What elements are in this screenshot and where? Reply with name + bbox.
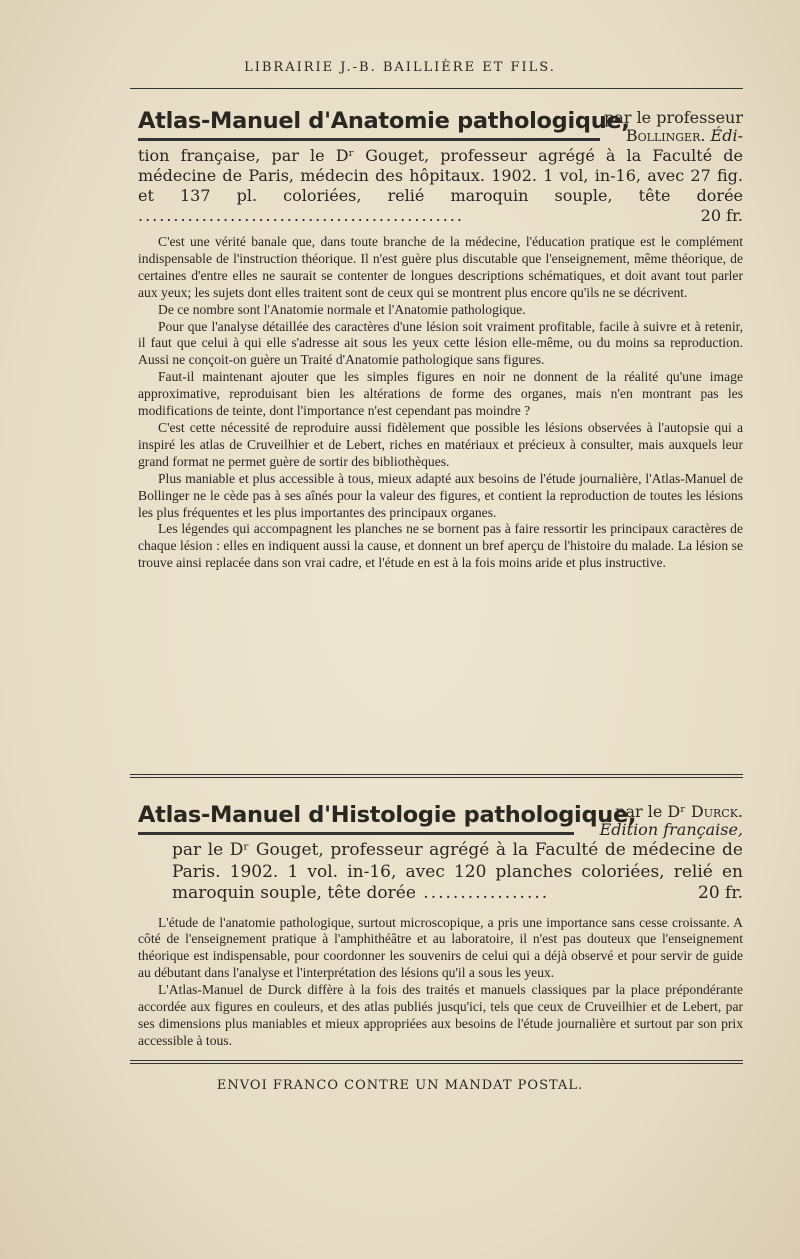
book1-edition: Édi-	[710, 126, 743, 145]
section-divider	[130, 774, 743, 778]
header-rule	[130, 88, 743, 89]
book2-edition: Édition française,	[599, 820, 743, 839]
book1-title-underline	[138, 138, 600, 141]
book2-lead-text: par le Dʳ Gouget, professeur agrégé à la Faculté de médecine de Paris. 1902. 1 vol. in-16, avec 120 planches coloriées, relié en maroquin souple, tête dorée	[172, 840, 743, 903]
book1-para: Plus maniable et plus accessible à tous, mieux adapté aux besoins de l'étude journalière, l'Atlas-Manuel de Bollinger ne le cède pas à ses aînés pour la valeur des figures, et contient la reproduction de toutes les lésions les plus fréquentes et les plus importantes des principaux organes.	[138, 470, 743, 520]
book1-para: Pour que l'analyse détaillée des caractères d'une lésion soit vraiment profitable, facile à suivre et à retenir, il faut que celui à qui elle s'adresse ait sous les yeux cette lésion elle-même, ou du moins sa reproduction. Aussi ne conçoit-on guère un Traité d'Anatomie pathologique sans figures.	[138, 318, 743, 368]
book2-price: 20 fr.	[698, 883, 743, 903]
book1-para: C'est cette nécessité de reproduire aussi fidèlement que possible les lésions observées à l'autopsie qui a inspiré les atlas de Cruveilhier et de Lebert, riches en matériaux et précieux à consulter, mais auxquels leur grand format ne permet guère de sortir des bibliothèques.	[138, 419, 743, 469]
book1-lead: tion française, par le Dʳ Gouget, professeur agrégé à la Faculté de médecine de Paris, médecin des hôpitaux. 1902. 1 vol, in-16, avec 27 fig. et 137 pl. coloriées, relié maroquin souple, tête dorée .............................................. 20 fr.	[138, 146, 743, 225]
book2-by-line	[615, 802, 743, 821]
book1-para: De ce nombre sont l'Anatomie normale et l'Anatomie pathologique.	[158, 301, 526, 317]
book2-title: Atlas-Manuel d'Histologie pathologique,	[138, 802, 637, 828]
book2-entry	[138, 802, 743, 1050]
book1-title: Atlas-Manuel d'Anatomie pathologique,	[138, 108, 630, 134]
book1-para: Les légendes qui accompagnent les planches ne se bornent pas à faire ressortir les principaux caractères de chaque lésion : elles en indiquent aussi la cause, et donnent un bref aperçu de l'histoire du malade. La lésion se trouve ainsi replacée dans son vrai cadre, et l'étude en est à la fois moins aride et plus instructive.	[138, 521, 743, 571]
book2-by: par le Dʳ	[615, 802, 686, 821]
book1-entry	[138, 108, 743, 572]
book1-by: par le professeur	[604, 108, 743, 127]
book1-para: C'est une vérité banale que, dans toute branche de la médecine, l'éducation pratique est le complément indispensable de l'instruction théorique. Il n'est guère plus discutable que l'enseignement, même théorique, de certaines d'entre elles ne saurait se contenter de longues descriptions schématiques, et doit avant tout parler aux yeux; les sujets dont elles traitent sont de ceux qui se montrent plus encore qu'ils ne se décrivent.	[138, 234, 743, 300]
book2-para: L'Atlas-Manuel de Durck diffère à la fois des traités et manuels classiques par la place prépondérante accordée aux figures en couleurs, et des atlas publiés jusqu'ici, tels que ceux de Cruveilhier et de Lebert, par ses dimensions plus maniables et mieux appropriées aux besoins de l'étude journalière et surtout par son prix accessible à tous.	[138, 982, 743, 1048]
book2-para: L'étude de l'anatomie pathologique, surtout microscopique, a pris une importance sans cesse croissante. A côté de l'enseignement pratique à l'amphithéâtre et au laboratoire, il n'est pas douteux que l'enseignement théorique est indispensable, pour coordonner les souvenirs de celui qui a déjà observé et pour servir de guide au débutant dans l'analyse et l'interprétation des lésions qu'il a sous les yeux.	[138, 914, 743, 981]
book2-author: Durck.	[690, 802, 743, 821]
book2-title-underline	[138, 832, 574, 835]
book1-price: 20 fr.	[700, 206, 743, 225]
book1-author: Bollinger.	[625, 126, 706, 145]
shipping-notice: ENVOI FRANCO CONTRE UN MANDAT POSTAL.	[216, 1078, 584, 1093]
publisher-header: LIBRAIRIE J.-B. BAILLIÈRE ET FILS.	[244, 60, 556, 75]
footer-divider	[130, 1060, 743, 1064]
book1-para: Faut-il maintenant ajouter que les simples figures en noir ne donnent de la réalité qu'une image approximative, reproduisant bien les altérations de forme des organes, mais n'en montrant pas les modifications de teinte, dont l'importance n'est cependant pas moindre ?	[138, 369, 743, 419]
book2-lead: par le Dʳ Gouget, professeur agrégé à la Faculté de médecine de Paris. 1902. 1 vol. in-16, avec 120 planches coloriées, relié en maroquin souple, tête dorée ................. 20 fr.	[172, 840, 743, 903]
book1-lead-text: tion française, par le Dʳ Gouget, professeur agrégé à la Faculté de médecine de Paris, médecin des hôpitaux. 1902. 1 vol, in-16, avec 27 fig. et 137 pl. coloriées, relié maroquin souple, tête dorée	[138, 146, 743, 205]
